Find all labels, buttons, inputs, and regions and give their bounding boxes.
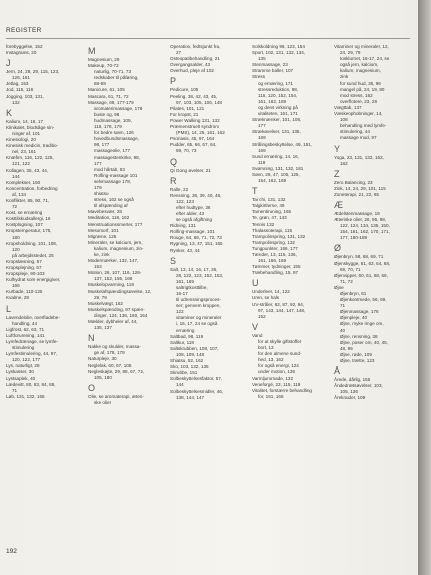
index-subentry: bort, 13 (258, 345, 274, 351)
index-subentry: til udrensningsproces- (176, 297, 221, 303)
index-subentry: massage mod, 97 (340, 135, 377, 141)
index-entry: Vitaminer og mineraler, 12, (334, 44, 389, 49)
index-subentry: 177 (258, 123, 266, 129)
index-subentry: 122 (176, 309, 184, 315)
index-subentry: 154, 161, 162, 170, 171, (340, 229, 390, 235)
index-subentry: dinger, 124, 136, 160, 164 (94, 312, 148, 318)
index-entry: Kropspleje, 90-103 (6, 271, 45, 277)
index-column (6, 44, 86, 544)
index-entry: Pudder, 65, 66, 67, 64, (170, 142, 217, 148)
index-subentry: 144 (176, 382, 184, 388)
index-subentry: ge af, 178, 179 (94, 350, 125, 356)
index-entry: Peeling, 38, 42, 43, 45, (170, 93, 218, 99)
index-entry: Solbeskyttelsesfaktor, 57, (170, 376, 223, 382)
index-subentry: 16-17 (176, 291, 188, 296)
index-entry: Muskelvægt, 162 (88, 300, 123, 306)
index-entry: Sund ernæring, 14, 16, (252, 153, 299, 159)
index-entry: Underleer, 14, 122 (252, 289, 290, 295)
index-subentry: 180 (12, 234, 20, 240)
index-subentry: for sund hud, 35, 96 (340, 80, 381, 86)
index-letter-heading: U (252, 278, 259, 289)
index-entry: Instagrams, 20 (6, 50, 37, 56)
index-subentry: massageolie, 177 (94, 148, 131, 154)
index-entry: Naturpleje, 30 (88, 356, 117, 362)
index-letter-heading: L (6, 303, 12, 314)
index-letter-heading: Y (334, 143, 341, 154)
index-letter-heading: J (6, 58, 11, 69)
index-subentry: Øjne, myke ringe om, (340, 321, 384, 327)
index-entry: Kropsholdning, 101, 108, (6, 240, 58, 246)
index-entry: Migræne, 125 (88, 233, 117, 239)
index-subentry: 166 (12, 283, 20, 289)
index-entry: Stress (252, 74, 266, 80)
index-letter-heading: M (88, 46, 96, 56)
index-entry: Luftforurening, 141 (6, 332, 45, 338)
index-subentry: 68-69 (94, 81, 106, 87)
index-entry: Negleskøjte, 29, 88, 67, 72, (88, 368, 145, 374)
index-entry: Overhud, pleje af 102 (170, 68, 214, 74)
index-entry: Tennis 132 (252, 221, 275, 227)
index-subentry: 137, 152, 155, 169 (94, 276, 133, 282)
index-subentry: 108, 109, 148 (176, 351, 205, 357)
index-entry: Motion, 26, 107, 116, 126- (88, 270, 142, 276)
index-letter-heading: S (170, 255, 177, 266)
index-subentry: 97, 103, 105, 106, 148 (176, 99, 222, 105)
index-entry: Koncentration, forbedring (6, 185, 58, 191)
index-entry: Tai chi, 131, 132 (252, 197, 286, 203)
index-entry: Jetlag, 153 (6, 81, 29, 87)
index-entry: Pedicure, 105 (170, 87, 199, 93)
index-subentry: 138, 144, 147 (176, 394, 205, 400)
index-subentry: (PMS), 14, 26, 161, 162 (176, 130, 225, 136)
index-column (88, 44, 168, 544)
index-entry: Åndedrætsøvelser, 103, (334, 383, 383, 389)
index-subentry: 115, 120, 152, 154, (258, 92, 298, 98)
index-entry: Ligfrost, 62, 63, 71 (6, 326, 45, 332)
index-subentry: 153 (94, 264, 102, 270)
index-entry: Kinesiologi, 20 (6, 137, 36, 143)
index-entry: Årede, dårlig, 155 (334, 377, 371, 383)
index-entry: Thalassoterapi, 115 (252, 227, 293, 233)
index-entry: Præmenstruelt syndrom (170, 124, 220, 130)
index-subentry: 71 (340, 303, 346, 309)
index-entry: Zink, 14, 24, 29, 101, 115 (334, 185, 386, 191)
index-entry: Æteriske olier, 26, 95, 98, (334, 217, 387, 223)
index-subentry: 71 (12, 387, 18, 393)
index-subentry: overflotere, 23, 28 (340, 98, 378, 104)
index-subentry: 105, 136 (340, 389, 358, 395)
index-subentry: 122, 123 (176, 198, 194, 204)
index-entry: Konflikter, 85, 90, 71, (6, 197, 50, 203)
index-subentry: kalium, magnesium, (340, 68, 381, 74)
index-entry: Jogging, 103, 131, (6, 93, 44, 99)
index-subentry: for den almene sund- (258, 351, 302, 357)
index-entry: Øjne (334, 284, 344, 290)
index-entry: Kinesisk medicin, traditio- (6, 143, 59, 149)
index-entry: Olie, se aromaterapi, æteri- (88, 393, 144, 399)
index-entry: Qi Gong øvelser, 21 (170, 167, 211, 173)
index-subentry: ninger af, 101 (12, 130, 41, 136)
index-subentry: 135 (258, 56, 266, 62)
index-subentry: 69, 70, 71 (340, 266, 361, 272)
index-subentry: 105, 180 (94, 374, 112, 380)
index-subentry: zink (340, 74, 349, 80)
index-subentry: 69, 70, 73 (176, 148, 197, 154)
index-entry: Muskelopvarming, 118 (88, 282, 134, 288)
index-subentry: Øjenpleje, 40 (340, 315, 368, 321)
index-entry: Psoriasis, 45, 97, 164 (170, 136, 215, 142)
index-subentry: 119 (258, 159, 266, 165)
index-subentry: 126, 161 (12, 75, 30, 81)
index-entry: Strækøvelser, 131, 135, (252, 129, 301, 135)
index-entry: Neglelak, 60, 67, 105 (88, 362, 132, 368)
index-letter-heading: Q (170, 156, 178, 167)
index-subentry: 71, 72 (340, 278, 353, 284)
index-subentry: for at skylle giftstoffer (258, 338, 302, 344)
index-subentry: ke, zink (94, 252, 110, 257)
index-subentry: 116, 178, 179 (94, 124, 122, 130)
index-entry: Kosttilskudsallergi, 16 (6, 216, 51, 222)
index-subentry: buste og, 98 (94, 111, 120, 117)
index-entry: Jern, 24, 28, 29, 115, 123, (6, 69, 60, 75)
section-header: REGISTER (6, 27, 42, 34)
index-entry: Stræknænker, 101, 106, (252, 117, 302, 123)
index-entry: Løb, 131, 132, 165 (6, 393, 45, 399)
index-entry: Manicure, 61, 105 (88, 87, 125, 93)
index-entry: Mascara, 61, 71, 72 (88, 93, 129, 99)
index-column (334, 44, 414, 544)
index-subentry: efter hudtype, 36 (176, 204, 211, 210)
index-entry: Tænder, 13, 115, 136, (252, 252, 297, 257)
index-letter-heading: Z (334, 168, 340, 179)
index-entry: Rynker, 43, 44 (170, 247, 200, 253)
index-subentry: i, 16, 17, 24 se også (176, 321, 218, 327)
index-subentry: også jern, kalcium, (340, 62, 379, 68)
index-subentry: 132 (12, 99, 20, 105)
index-entry: Vægttab, 137 (334, 104, 362, 110)
index-entry: Rolfing-massage, 101 (170, 229, 215, 235)
index-entry: Modermærker, 132, 147, (88, 258, 139, 264)
index-letter-heading: Å (334, 366, 341, 377)
index-subentry: stimulering (12, 345, 35, 351)
index-entry: Meditation, 118, 162 (88, 215, 130, 221)
index-subentry: 121, 122 (12, 161, 30, 167)
index-subentry: 108 (340, 117, 348, 123)
index-entry: Operation, fedtsjunkt fra, (170, 44, 221, 49)
index-subentry: 120 (12, 246, 20, 252)
index-subentry: kalium, magnesium, zin- (94, 245, 144, 251)
index-subentry: hovedbundsmassage, (94, 136, 139, 142)
index-entry: Rygning, 13, 47, 151, 165 (170, 241, 223, 247)
index-subentry: 182 (340, 160, 348, 166)
index-subentry: saltrigtkosttilbe, (176, 284, 208, 290)
index-entry: Muskelspænding, 97 spæn- (88, 306, 145, 312)
index-subentry: stressreduktion, 98, (258, 86, 299, 92)
index-entry: Mineraler, se kalcium, jern, (88, 239, 143, 245)
index-subentry: Øjenkontmede, 56, 69, (340, 297, 387, 303)
index-subentry: 24, 29, 79 (340, 50, 361, 56)
index-entry: Øjenvipper, 60, 61, 68, 69, (334, 272, 388, 278)
index-column (170, 44, 250, 544)
index-subentry: handling, 44 (12, 320, 38, 326)
index-subentry: 177 (94, 160, 102, 166)
index-subentry: 152 (258, 313, 266, 319)
index-letter-heading: K (6, 107, 13, 118)
index-entry: For kropst, 21 (170, 111, 199, 117)
index-entry: Menstruationssmerter, 177 (88, 221, 143, 227)
index-subentry: og ernæring, 171 (258, 80, 293, 86)
index-entry: Rouge, 64, 66, 71, 72, 73 (170, 235, 222, 241)
index-entry: Trampolinspring, 131, 132 (252, 233, 306, 239)
index-subentry: 72 (12, 204, 18, 210)
index-subentry: nel, 23, 161 (12, 149, 37, 155)
index-entry: Nakke og skulder, massa- (88, 344, 141, 350)
index-subentry: 120, 122, 177 (12, 357, 41, 363)
index-entry: Kost, se ernæring (6, 210, 43, 216)
book-spine-shadow (418, 0, 431, 575)
index-entry: Shiatsu, 52, 162 (170, 358, 204, 364)
index-entry: forebyggelse, 152 (6, 44, 43, 49)
index-subentry: 28, 122, 123, 152, 153, (176, 272, 224, 278)
index-entry: Mælder, dybheler af, 44, (88, 319, 138, 325)
index-subentry: 27 (176, 50, 182, 56)
index-entry: Øjenskygge, 61, 63, 64, 68, (334, 260, 391, 266)
index-subentry: stimulering, 44 (340, 129, 370, 135)
index-entry: Solbeskyttelsesmidler, 46, (170, 388, 224, 394)
index-subentry: af, 134 (12, 191, 27, 197)
index-entry: Kalium, 14, 16, 17 (6, 118, 44, 124)
index-column (252, 44, 332, 544)
index-entry: Magnesium, 29 (88, 57, 120, 62)
index-subentry: shiatsu (94, 191, 109, 197)
index-subentry: 98, 177 (94, 142, 110, 148)
index-subentry: 122, 124, 134, 135, 150, (340, 223, 390, 229)
index-entry: Power Walking 131, 132 (170, 117, 220, 123)
index-subentry: Øjenmassage, 176 (340, 309, 379, 315)
index-entry: Zoneterapi, 21, 22, 65 (334, 191, 379, 197)
index-entry: Talgkirtlerne, 49 (252, 203, 285, 209)
index-subentry: 48, 95 (340, 345, 353, 351)
index-entry: Overgangsalder, 43 (170, 62, 211, 68)
index-entry: Stramme baller, 107 (252, 68, 294, 74)
index-entry: Lystsaplek, 40 (6, 375, 36, 381)
index-entry: Saltskrubben, 108, 107, (170, 345, 219, 351)
index-subentry: 144 (12, 173, 20, 179)
index-subentry: Øjne, poser om, 40, 45, (340, 339, 389, 345)
index-entry: Kvalme, 28 (6, 295, 29, 301)
index-letter-heading: V (252, 321, 259, 332)
index-entry: Væskeophobninger, 14, (334, 111, 383, 117)
index-subentry: tosklurnet, 16-17, 24, se (340, 56, 390, 62)
index-entry: Sport, 102, 131, 132, 134, (252, 50, 306, 56)
index-subentry: 40 (340, 327, 346, 333)
index-entry: Øjenbryn, 58, 68, 69, 71 (334, 254, 384, 260)
index-entry: Ralle, 22 (170, 186, 189, 192)
index-entry: Osteopatibehandling, 21 (170, 56, 220, 62)
index-entry: Kostplogning, 107 (6, 222, 43, 228)
index-subentry: aromaterimassage, 178 (94, 105, 143, 111)
index-subentry: vitaliteten, 161, 171 (258, 111, 298, 117)
index-subentry: 29, 79 (94, 294, 107, 300)
index-entry: Kurbade, 110-125 (6, 289, 43, 295)
index-entry: Lys, naturligt, 28 (6, 363, 40, 369)
index-subentry: Øjne, rensning, 38 (340, 333, 378, 339)
index-entry: Salt, 13, 14, 16, 17, 26, (170, 266, 218, 272)
index-subentry: på arbejdsstedet, 25 (12, 252, 54, 258)
index-entry: Saltkur, 118 (170, 339, 194, 345)
index-columns (6, 44, 414, 544)
index-subentry: 97, 143, 144, 147, 148, (258, 307, 306, 313)
index-entry: Lyskasser, 30 (6, 369, 34, 375)
index-entry: Lymfestimulering, 44, 97, (6, 351, 58, 357)
index-subentry: for bedre søvn, 126 (94, 130, 134, 136)
index-subentry: 177, 180-189 (340, 235, 368, 241)
index-letter-heading: R (170, 175, 177, 186)
index-subentry: redskaber til påføring, (94, 75, 139, 81)
index-entry: Komplekser, 160 (6, 179, 41, 185)
index-subentry: mangel på, 24, 19, 80 (340, 86, 385, 92)
index-subentry: selvmassage 178, (94, 178, 132, 184)
index-subentry: til afspænding af (94, 203, 128, 209)
index-entry: Trampolinspring, 132 (252, 239, 295, 245)
index-entry: Vitalitet, forstærre behandling (252, 387, 312, 393)
index-entry: Mesomorf, 101 (88, 227, 119, 233)
index-subentry: for også energi, 124 (258, 363, 299, 369)
index-subentry: mod stress, 162 (340, 92, 373, 98)
index-letter-heading: N (88, 333, 95, 344)
index-subentry: ske olier (94, 399, 112, 405)
index-entry: Zero Balancing, 23 (334, 179, 373, 185)
index-entry: Stenmassage, 23 (252, 62, 288, 68)
index-subentry: 169 (258, 147, 266, 153)
index-subentry: vitaminer og mineraler (176, 315, 222, 321)
index-subentry: se også afgiftning (176, 217, 213, 223)
index-subentry: 169 (258, 135, 266, 141)
index-subentry: 161, 166, 169 (258, 258, 287, 264)
index-entry: Lymfedrænage, se lymfe- (6, 338, 58, 344)
index-entry: Massage, 69, 177-179 (88, 99, 134, 105)
index-entry: Træbehandling, 15, 97 (252, 270, 299, 276)
index-entry: Kropstemperatur, 175, (6, 228, 52, 234)
index-letter-heading: Æ (334, 199, 343, 210)
index-entry: Kropslæsning, 57 (6, 258, 42, 264)
index-entry: Solskoldning 96, 123, 154 (252, 44, 305, 49)
index-entry: Klinikalet, blodsåge sin- (6, 124, 55, 130)
index-entry: Veneforgé, 23, 115, 119 (252, 381, 301, 387)
index-entry: Sko, 103, 132, 135 (170, 364, 209, 370)
index-subentry: behandling med lymfe- (340, 123, 387, 129)
index-subentry: naturlig, 70-71, 73 (94, 69, 132, 75)
index-subentry: Øjne, røde, 109 (340, 351, 372, 357)
index-subentry: 179 (94, 184, 102, 190)
index-entry: Strålingsbeskyttelse, 49, 151, (252, 141, 313, 147)
index-entry: Makeup, 70-72 (88, 63, 119, 69)
index-entry: Skrubbe, 151 (170, 370, 198, 376)
index-subentry: 161, 169 (176, 278, 194, 284)
index-subentry: 161, 162, 169 (258, 98, 287, 104)
index-subentry: stress, 162 se også (94, 197, 134, 203)
index-entry: Tamentiruning, 165 (252, 209, 292, 215)
page-number: 192 (6, 548, 17, 555)
index-letter-heading: P (170, 76, 177, 87)
index-subentry: massagestenkirke, 98, (94, 154, 140, 160)
index-entry: Uren, se hals (252, 295, 280, 301)
index-subentry: 154, 162, 169 (258, 178, 287, 184)
index-entry: Tømmer, tydninger, 155 (252, 264, 301, 270)
index-subentry: Øjne, trætte, 123 (340, 358, 375, 364)
index-entry: Rensning, 36, 39, 40, 48, (170, 192, 222, 198)
index-subentry: Øjenbryn, 61 (340, 291, 367, 296)
index-entry: Åreknuder, 109 (334, 395, 366, 401)
index-subentry: ernæring (176, 327, 195, 333)
index-entry: Knæfirn, 116, 122, 125, (6, 155, 54, 161)
index-entry: Muskelafspændingsøvelse, 12, (88, 288, 152, 294)
index-entry: Pilates, 101, 121 (170, 105, 205, 111)
index-entry: Saltbad, 98, 119 (170, 333, 204, 339)
header-rule (6, 38, 410, 39)
index-entry: Svømning, 131, 132, 181 (252, 165, 304, 171)
index-subentry: Rolfing-massage 101 (94, 172, 138, 178)
index-subentry: for, 161, 166 (258, 393, 284, 399)
index-letter-heading: O (88, 382, 96, 393)
index-entry: Kropsplejning, 57 (6, 265, 42, 270)
index-subentry: 135, 137 (94, 325, 112, 331)
index-entry: Ridning, 131 (170, 223, 196, 229)
index-entry: Vand (252, 332, 263, 338)
index-entry: Ædelstenmassage, 19 (334, 210, 380, 216)
index-entry: UV-stråler, 62, 87, 92, 94, (252, 301, 305, 307)
index-entry: Kulhydrat som energigiver, (6, 277, 61, 283)
index-subentry: hed, 13, 162 (258, 357, 284, 363)
index-subentry: ser; gennem kroppen, (176, 303, 221, 309)
index-entry: Kollagen, 35, 43, 44, (6, 167, 49, 173)
index-letter-heading: T (252, 186, 258, 197)
index-subentry: efter alder, 43 (176, 210, 205, 216)
index-entry: Jod, 115, 116 (6, 87, 34, 93)
index-letter-heading: Ø (334, 243, 342, 254)
index-entry: Te, grøn, 47, 143 (252, 215, 287, 221)
index-entry: Lædevitt, 80, 83, 84, 89, (6, 381, 56, 387)
index-entry: Yoga, 23, 131, 132, 162, (334, 154, 384, 160)
index-entry: Lavendelolie, overfladebe- (6, 314, 60, 320)
index-subentry: og dens virkning på (258, 104, 298, 110)
index-entry: Tungpunkter, 166, 177 (252, 245, 298, 251)
index-subentry: under motion, 136 (258, 369, 296, 375)
index-subentry: mod hårtab, 93 (94, 166, 125, 172)
index-entry: Søvn, 26, 47, 105, 125, (252, 171, 300, 177)
index-subentry: hudmassage, 109, (94, 117, 132, 123)
index-entry: Varmljumrnade, 132 (252, 375, 294, 381)
index-entry: Mavebesvær, 28 (88, 209, 122, 215)
